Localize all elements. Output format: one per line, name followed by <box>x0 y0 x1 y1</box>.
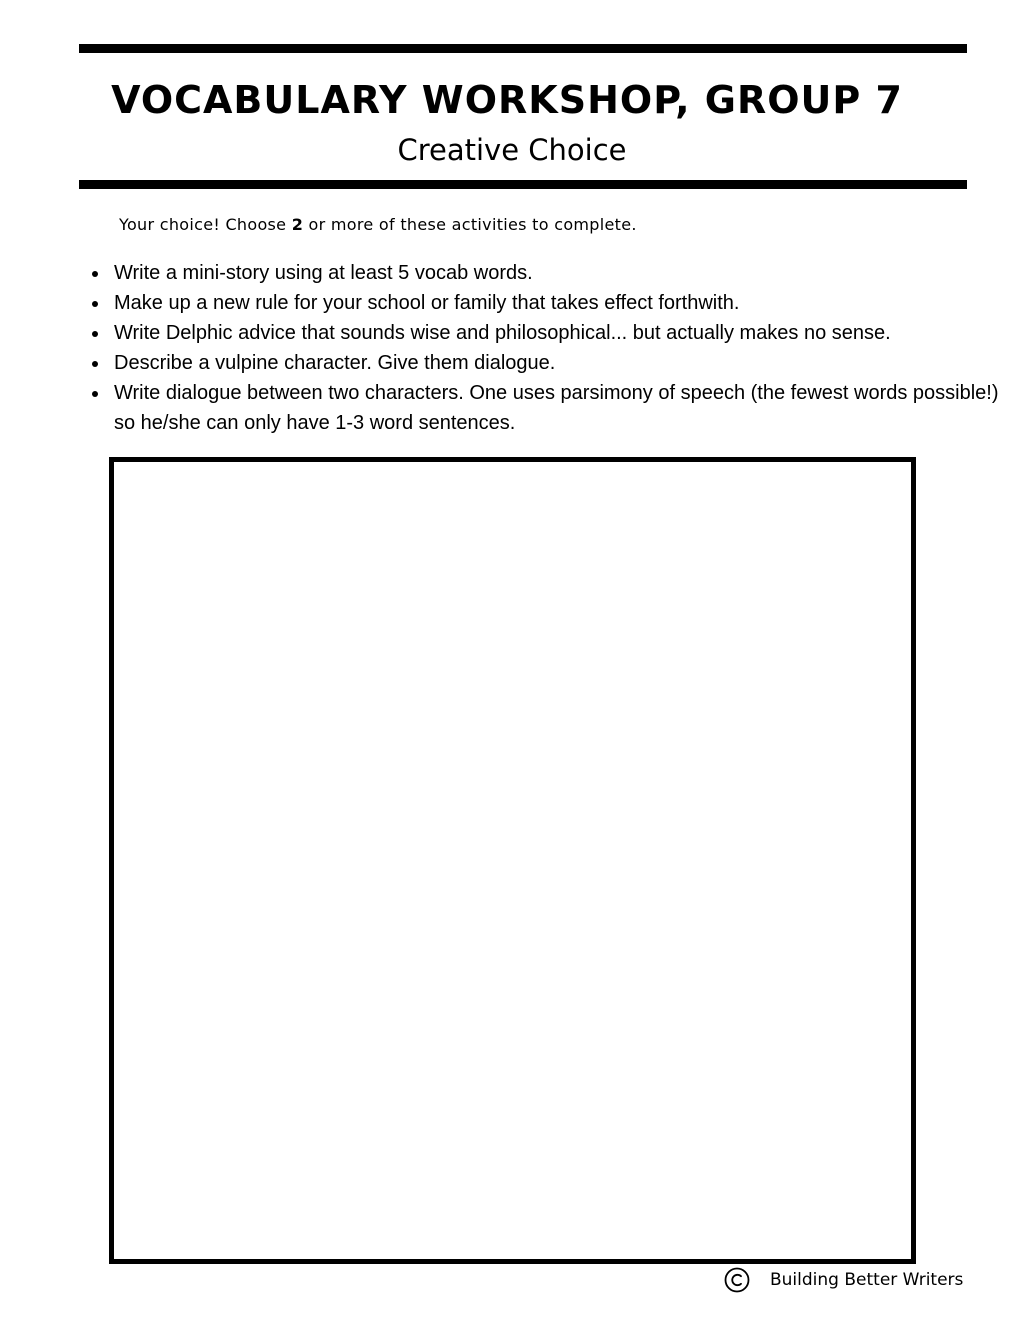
activity-item: Write dialogue between two characters. One uses parsimony of speech (the fewest words possible!) so he/she can only have 1-3 word sentences. <box>114 378 1024 438</box>
page-subtitle: Creative Choice <box>397 133 627 167</box>
activity-item: Describe a vulpine character. Give them dialogue. <box>114 348 1024 378</box>
footer-credit <box>724 1265 963 1295</box>
page-title: VOCABULARY WORKSHOP, GROUP 7 <box>111 78 903 122</box>
activity-item: Make up a new rule for your school or family that takes effect forthwith. <box>114 288 1024 318</box>
answer-box[interactable] <box>109 457 916 1264</box>
activity-item: Write a mini-story using at least 5 vocab words. <box>114 258 1024 288</box>
copyright-icon <box>724 1267 750 1293</box>
bottom-divider <box>79 180 967 189</box>
instructions-text <box>119 213 637 237</box>
top-divider <box>79 44 967 53</box>
instructions-tail: or more of these activities to complete. <box>303 215 637 234</box>
activity-list <box>86 258 1024 438</box>
instructions-count: 2 <box>291 215 304 234</box>
activity-item: Write Delphic advice that sounds wise and philosophical... but actually makes no sense. <box>114 318 1024 348</box>
footer-credit-text: Building Better Writers <box>770 1270 964 1290</box>
instructions-lead: Your choice! Choose <box>119 215 292 234</box>
